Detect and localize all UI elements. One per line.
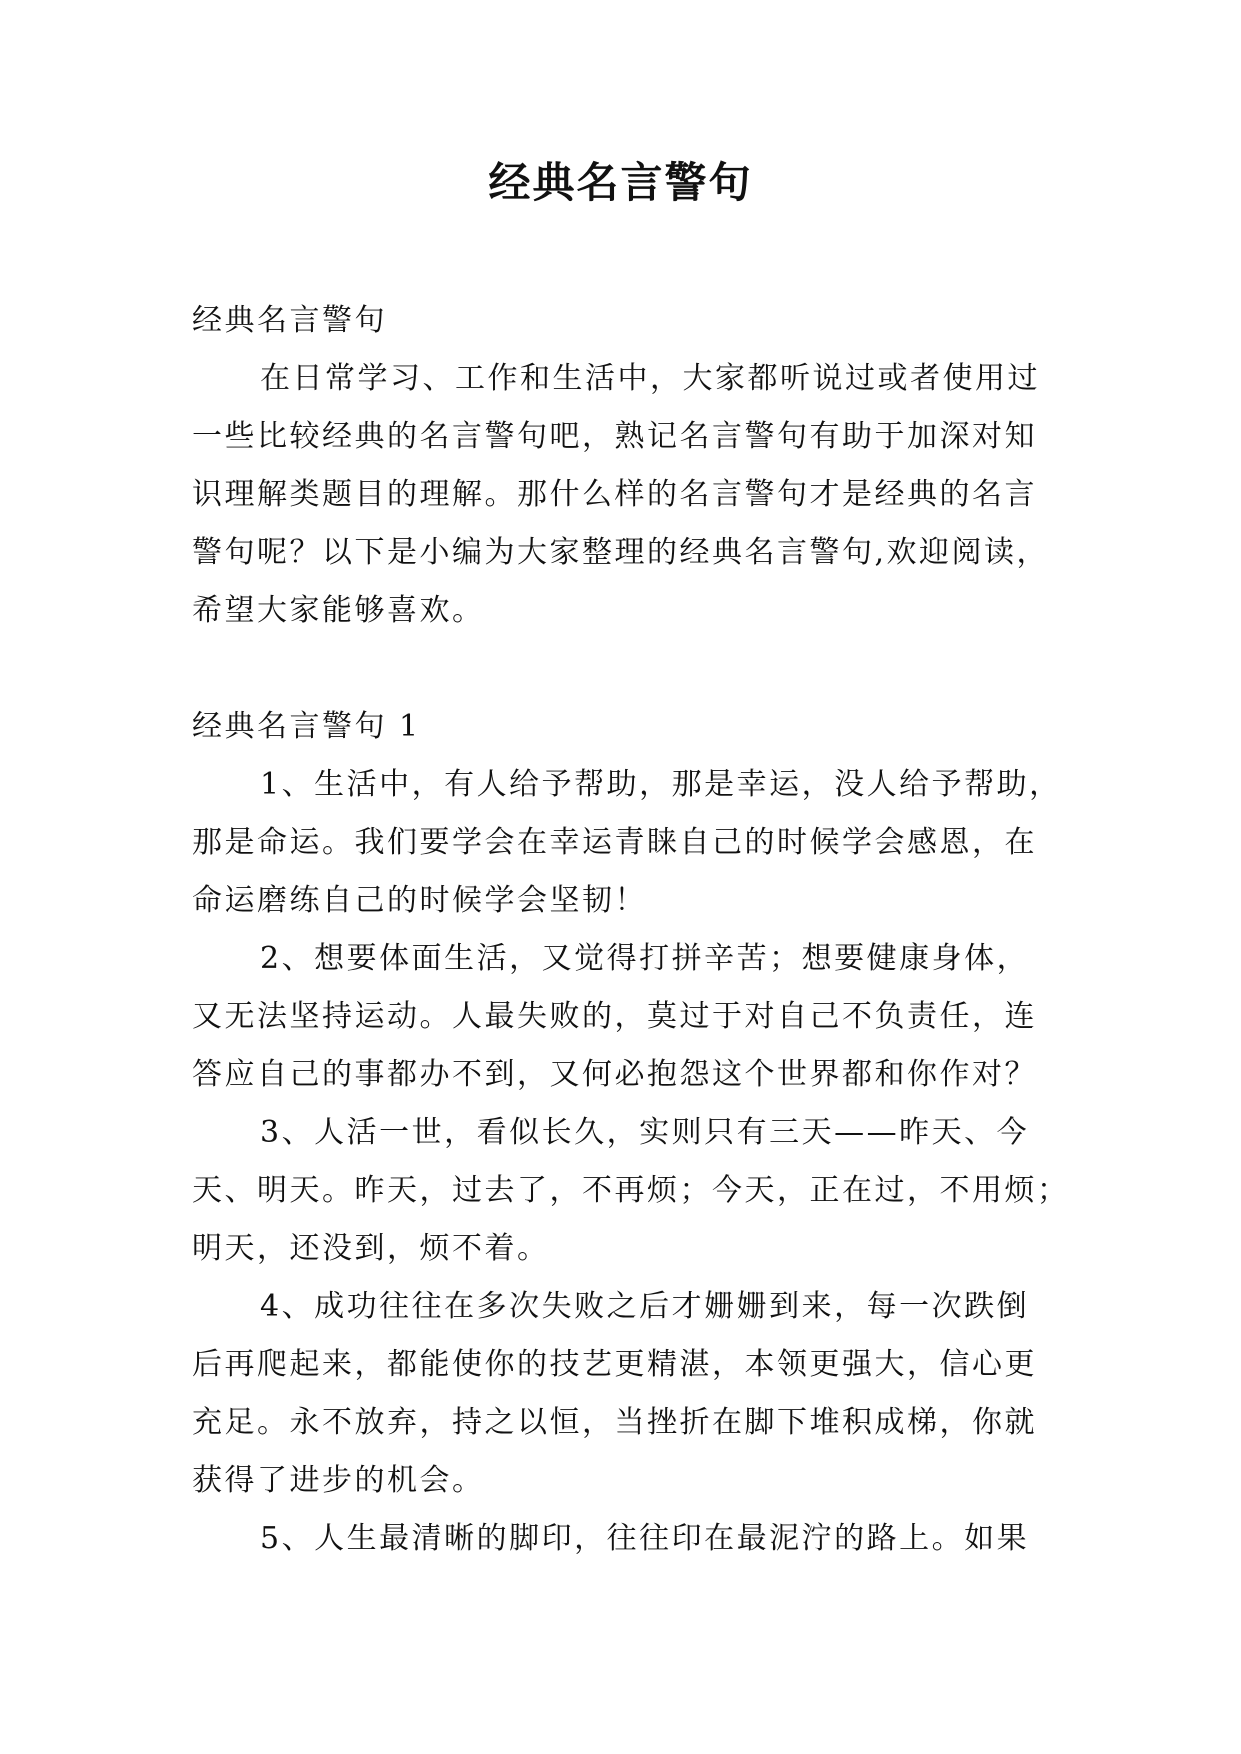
quote-3-line: 明天，还没到，烦不着。 [192, 1231, 550, 1266]
quote-2-line: 答应自己的事都办不到，又何必抱怨这个世界都和你作对？ [192, 1057, 1037, 1092]
quote-1-line: 那是命运。我们要学会在幸运青睐自己的时候学会感恩，在 [192, 825, 1037, 860]
quote-4-line: 获得了进步的机会。 [192, 1463, 485, 1498]
intro-line: 识理解类题目的理解。那什么样的名言警句才是经典的名言 [192, 477, 1037, 512]
paragraph-gap [192, 640, 1062, 698]
intro-line: 警句呢？以下是小编为大家整理的经典名言警句,欢迎阅读， [192, 535, 1050, 570]
quote-4-line: 4、成功往往在多次失败之后才姗姗到来，每一次跌倒 [260, 1289, 1030, 1324]
quote-4-line: 后再爬起来，都能使你的技艺更精湛，本领更强大，信心更 [192, 1347, 1037, 1382]
quote-1-line: 命运磨练自己的时候学会坚韧！ [192, 883, 647, 918]
quote-2-line: 2、想要体面生活，又觉得打拼辛苦；想要健康身体， [260, 941, 1030, 976]
quote-4-line: 充足。永不放弃，持之以恒，当挫折在脚下堆积成梯，你就 [192, 1405, 1037, 1440]
section-heading: 经典名言警句 1 [192, 709, 421, 744]
quote-2-line: 又无法坚持运动。人最失败的，莫过于对自己不负责任，连 [192, 999, 1037, 1034]
document-heading: 经典名言警句 [192, 303, 387, 338]
quote-1-line: 1、生活中，有人给予帮助，那是幸运，没人给予帮助， [260, 767, 1062, 802]
quote-3-line: 3、人活一世，看似长久，实则只有三天——昨天、今 [260, 1115, 1030, 1150]
document-title: 经典名言警句 [488, 158, 753, 207]
intro-line: 希望大家能够喜欢。 [192, 593, 485, 628]
quote-5-line: 5、人生最清晰的脚印，往往印在最泥泞的路上。如果 [260, 1521, 1030, 1556]
quote-3-line: 天、明天。昨天，过去了，不再烦；今天，正在过，不用烦； [192, 1173, 1070, 1208]
intro-line: 在日常学习、工作和生活中，大家都听说过或者使用过 [260, 361, 1040, 396]
intro-line: 一些比较经典的名言警句吧，熟记名言警句有助于加深对知 [192, 419, 1037, 454]
document-body [192, 292, 1070, 1568]
